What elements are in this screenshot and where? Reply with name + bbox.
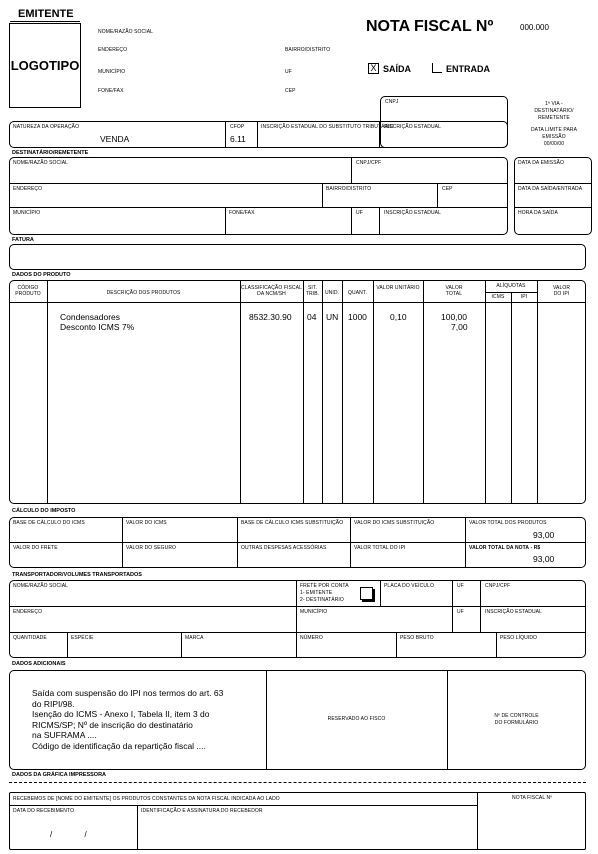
transport-section-label: TRANSPORTADOR/VOLUMES TRANSPORTADOS (12, 572, 142, 578)
row1-quant: 1000 (348, 312, 367, 322)
recipient-section-label: DESTINATÁRIO/REMETENTE (12, 150, 89, 156)
frete-label-1: FRETE POR CONTA (300, 583, 349, 589)
divider (303, 280, 304, 504)
divider (437, 183, 438, 207)
logo-box (9, 23, 81, 108)
side-note-5: EMISSÃO (542, 134, 566, 140)
divider (496, 632, 497, 658)
row1-valor-unit: 0,10 (390, 312, 407, 322)
divider (373, 280, 374, 504)
divider (350, 517, 351, 568)
logo-text: LOGOTIPO (10, 58, 80, 73)
valor-nota-label: VALOR TOTAL DA NOTA - R$ (469, 545, 541, 551)
transp-uf-label: UF (457, 583, 464, 589)
tax-section-label: CÁLCULO DO IMPOSTO (12, 508, 76, 514)
dest-fone-label: FONE/FAX (229, 210, 255, 216)
entrada-label: ENTRADA (446, 64, 490, 74)
divider (477, 792, 478, 850)
divider (296, 632, 297, 658)
side-note-1: 1ª VIA - (545, 101, 563, 107)
transp-nome-label: NOME/RAZÃO SOCIAL (13, 583, 69, 589)
emitente-nome-label: NOME/RAZÃO SOCIAL (98, 29, 154, 35)
divider (452, 580, 453, 632)
col-descricao: DESCRIÇÃO DOS PRODUTOS (106, 290, 181, 296)
hora-saida-label: HORA DA SAÍDA (518, 210, 558, 216)
numero-label: NÚMERO (300, 635, 323, 641)
cut-line (9, 782, 586, 783)
peso-bruto-label: PESO BRUTO (400, 635, 434, 641)
products-header-line (9, 302, 586, 303)
col-aliquotas: ALÍQUOTAS (496, 283, 526, 289)
dest-nome-label: NOME/RAZÃO SOCIAL (13, 160, 69, 166)
fatura-label: FATURA (12, 237, 34, 243)
insc-est-label: INSCRIÇÃO ESTADUAL (384, 124, 441, 130)
side-note-6: 00/00/00 (543, 141, 565, 147)
base-subst-label: BASE DE CÁLCULO ICMS SUBSTITUIÇÃO (241, 520, 344, 526)
transp-endereco-label: ENDEREÇO (13, 609, 43, 615)
data-recebimento-value: / / (50, 830, 87, 839)
additional-line-4: RICMS/SP; Nº de inscrição do destinatário (32, 719, 193, 730)
divider (380, 580, 381, 606)
col-valor-total: VALOR TOTAL (445, 285, 463, 297)
divider (9, 542, 586, 543)
nf-number: 000.000 (520, 23, 549, 32)
dest-endereco-label: ENDEREÇO (13, 186, 43, 192)
divider (240, 280, 241, 504)
valor-produtos-value: 93,00 (533, 530, 555, 540)
divider (514, 183, 592, 184)
emitente-underline (10, 21, 80, 22)
valor-icms-label: VALOR DO ICMS (126, 520, 167, 526)
divider (67, 632, 68, 658)
col-icms: ICMS (491, 294, 505, 300)
row2-valor-total: 7,00 (451, 322, 468, 332)
divider (396, 632, 397, 658)
col-valor-unit: VALOR UNITÁRIO (376, 285, 420, 291)
cfop-value: 6.11 (230, 134, 246, 144)
insc-subst-label: INSCRIÇÃO ESTADUAL DO SUBSTITUTO TRIBUTÁRIO (261, 124, 394, 130)
saida-check-mark: X (370, 63, 377, 73)
col-valor-ipi: VALOR DO IPI (552, 285, 571, 297)
emitente-municipio-label: MUNICÍPIO (98, 69, 126, 75)
recipient-box (9, 157, 508, 235)
divider (9, 183, 508, 184)
side-note-3: REMETENTE (538, 115, 570, 121)
col-classificacao: CLASSIFICAÇÃO FISCAL DA NCM/SH (241, 285, 302, 297)
additional-line-3: Isenção do ICMS - Anexo I, Tabela II, item 3 do (32, 709, 210, 719)
additional-line-6: Código de identificação da repartição fiscal .... (32, 740, 206, 751)
especie-label: ESPÉCIE (71, 635, 94, 641)
peso-liquido-label: PESO LÍQUIDO (500, 635, 538, 641)
data-entrada-label: DATA DA SAÍDA/ENTRADA (518, 186, 583, 192)
natureza-label: NATUREZA DA OPERAÇÃO (13, 124, 80, 130)
additional-text (32, 688, 223, 751)
row1-unid: UN (326, 312, 339, 322)
valor-ipi-total-label: VALOR TOTAL DO IPI (354, 545, 406, 551)
transp-insc-label: INSCRIÇÃO ESTADUAL (485, 609, 542, 615)
divider (9, 606, 586, 607)
base-icms-label: BASE DE CÁLCULO DO ICMS (13, 520, 85, 526)
num-controle-label-2: DO FORMULÁRIO (494, 720, 539, 726)
outras-despesas-label: OUTRAS DESPESAS ACESSÓRIAS (241, 545, 327, 551)
divider (465, 517, 466, 568)
additional-line-1: Saída com suspensão do IPI nos termos do art. 63 (32, 688, 224, 698)
dates-box (514, 157, 592, 235)
saida-label: SAÍDA (383, 64, 412, 74)
data-emissao-label: DATA DA EMISSÃO (518, 160, 565, 166)
divider (257, 121, 258, 148)
divider (237, 517, 238, 568)
dest-municipio-label: MUNICÍPIO (13, 210, 41, 216)
saida-checkbox[interactable] (368, 63, 379, 74)
emitente-uf-label: UF (285, 69, 292, 75)
col-sit-trib: SIT. TRIB. (305, 285, 320, 297)
row1-classificacao: 8532.30.90 (249, 312, 292, 322)
divider (47, 280, 48, 504)
nf-title: NOTA FISCAL Nº (366, 18, 494, 35)
side-note-2: DESTINATÁRIO/ (534, 108, 574, 114)
receipt-nota-label: NOTA FISCAL Nº (512, 795, 553, 801)
col-codigo: CÓDIGO PRODUTO (15, 285, 41, 297)
row2-descricao: Desconto ICMS 7% (60, 322, 135, 332)
dest-cep-label: CEP (442, 186, 453, 192)
col-unid: UNID. (324, 290, 340, 296)
side-note-4: DATA LIMITE PARA (530, 127, 578, 133)
divider (181, 632, 182, 658)
emitente-title: EMITENTE (18, 8, 74, 20)
emitente-cep-label: CEP (285, 88, 296, 94)
col-quant: QUANT. (348, 290, 367, 296)
divider (485, 280, 486, 504)
divider (485, 292, 537, 293)
dest-insc-label: INSCRIÇÃO ESTADUAL (384, 210, 441, 216)
emitente-fone-label: FONE/FAX (98, 88, 124, 94)
valor-seguro-label: VALOR DO SEGURO (126, 545, 177, 551)
transp-cnpj-label: CNPJ/CPF (485, 583, 511, 589)
products-section-label: DADOS DO PRODUTO (12, 272, 71, 278)
divider (322, 183, 323, 207)
fatura-box (9, 244, 586, 270)
entrada-checkbox[interactable] (432, 63, 442, 73)
reservado-fisco-label: RESERVADO AO FISCO (327, 716, 386, 722)
row1-valor-total: 100,00 (441, 312, 467, 322)
emitente-endereco-label: ENDEREÇO (98, 47, 128, 53)
frete-label-2: 1- EMITENTE (300, 590, 333, 596)
divider (9, 805, 477, 806)
divider (122, 517, 123, 568)
emitente-bairro-label: BAIRRO/DISTRITO (285, 47, 331, 53)
divider (225, 207, 226, 235)
divider (322, 280, 323, 504)
valor-frete-label: VALOR DO FRETE (13, 545, 58, 551)
placa-label: PLACA DO VEÍCULO (384, 583, 434, 589)
transport-box (9, 580, 586, 658)
frete-checkbox[interactable] (360, 587, 373, 600)
additional-line-5: na SUFRAMA .... (32, 730, 97, 740)
divider (480, 580, 481, 632)
divider (379, 207, 380, 235)
divider (351, 157, 352, 183)
natureza-value: VENDA (100, 134, 130, 144)
valor-produtos-label: VALOR TOTAL DOS PRODUTOS (469, 520, 547, 526)
dest-uf-label: UF (356, 210, 363, 216)
divider (9, 632, 586, 633)
row1-sit-trib: 04 (307, 312, 317, 322)
divider (225, 121, 226, 148)
divider (342, 280, 343, 504)
transp-municipio-label: MUNICÍPIO (300, 609, 328, 615)
row1-descricao: Condensadores (60, 312, 121, 322)
additional-section-label: DADOS ADICIONAIS (12, 661, 66, 667)
dest-bairro-label: BAIRRO/DISTRITO (326, 186, 372, 192)
quantidade-label: QUANTIDADE (13, 635, 47, 641)
frete-label-3: 2- DESTINATÁRIO (300, 597, 344, 603)
marca-label: MARCA (185, 635, 204, 641)
divider (137, 805, 138, 850)
cnpj-label: CNPJ (385, 99, 399, 105)
divider (296, 580, 297, 632)
receipt-declaration: RECEBEMOS DE [NOME DO EMITENTE] OS PRODUTOS CONSTANTES DA NOTA FISCAL INDICADA AO LADO (13, 796, 280, 802)
data-recebimento-label: DATA DO RECEBIMENTO (13, 808, 75, 814)
transp-uf2-label: UF (457, 609, 464, 615)
divider (514, 207, 592, 208)
divider (537, 280, 538, 504)
divider (9, 207, 508, 208)
cfop-label: CFOP (230, 124, 245, 130)
num-controle-label-1: Nº DE CONTROLE (494, 713, 539, 719)
identificacao-label: IDENTIFICAÇÃO E ASSINATURA DO RECEBEDOR (141, 808, 263, 814)
divider (423, 280, 424, 504)
printer-section-label: DADOS DA GRÁFICA IMPRESSORA (12, 772, 107, 778)
additional-line-2: do RIPI/98. (32, 698, 75, 709)
divider (511, 292, 512, 504)
divider (351, 207, 352, 235)
col-ipi: IPI (520, 294, 528, 300)
dest-cnpj-label: CNPJ/CPF (356, 160, 382, 166)
valor-subst-label: VALOR DO ICMS SUBSTITUIÇÃO (354, 520, 435, 526)
valor-nota-value: 93,00 (533, 554, 555, 564)
